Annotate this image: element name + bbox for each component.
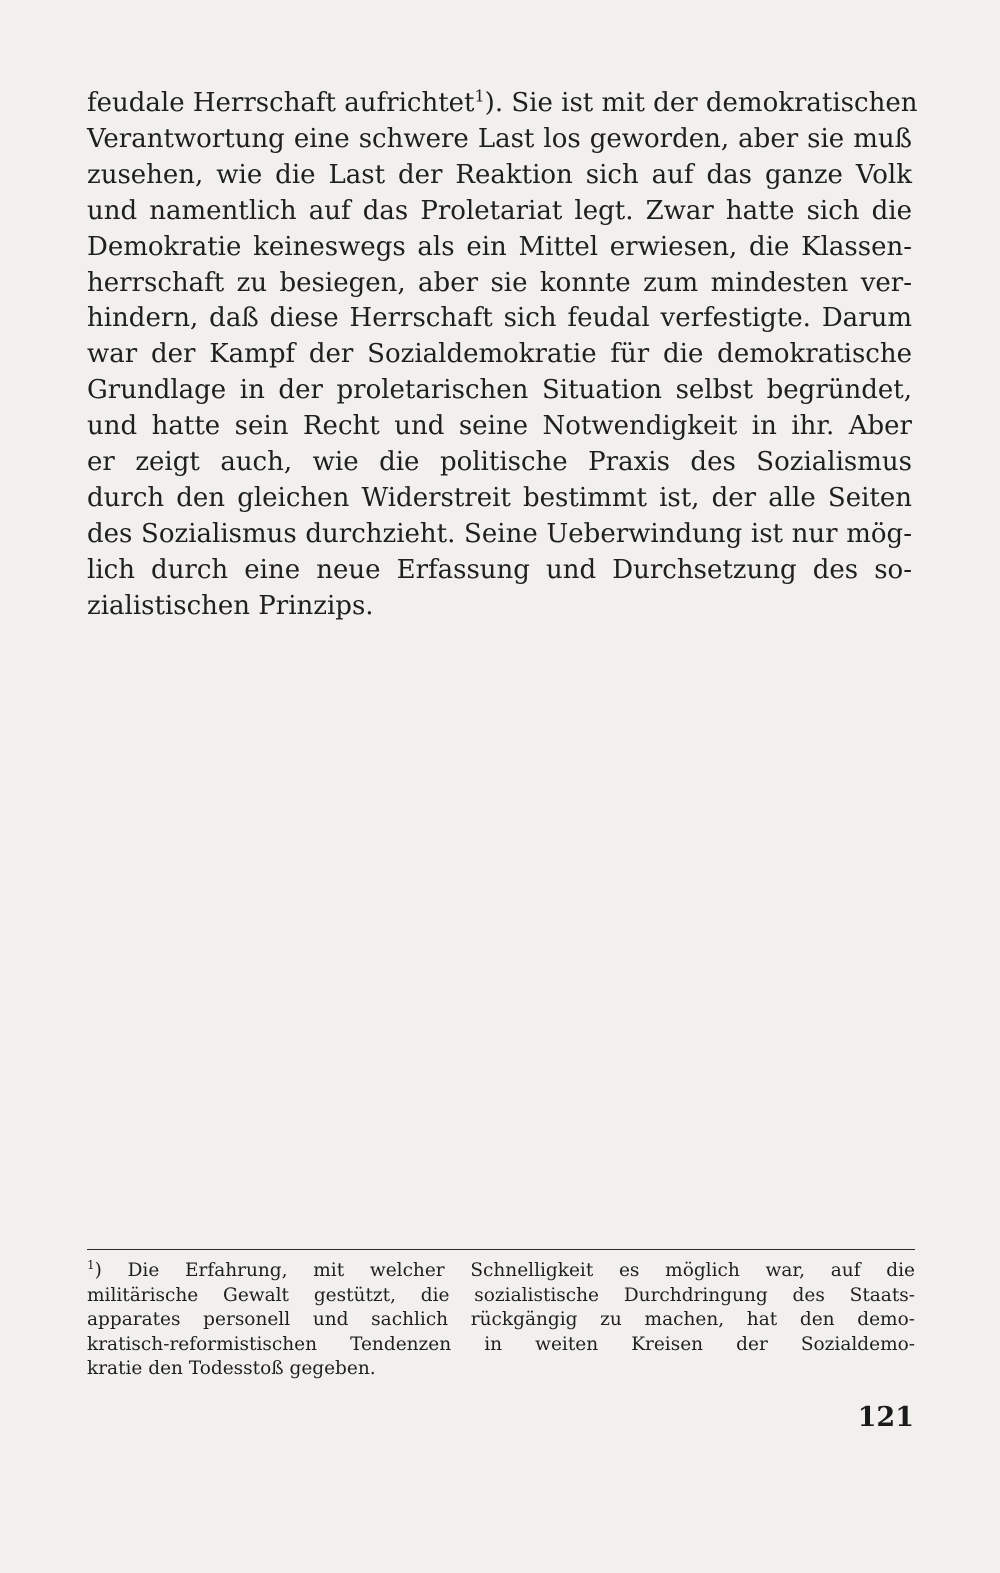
text-line-6: herrschaft zu besiegen, aber sie konnte zum mindesten ver- xyxy=(87,267,912,298)
text-line-10: und hatte sein Recht und seine Notwendigkeit in ihr. Aber xyxy=(87,411,912,442)
main-text xyxy=(87,86,918,625)
text-line-3: zusehen, wie die Last der Reaktion sich auf das ganze Volk xyxy=(87,159,912,190)
text-line-7: hindern, daß diese Herrschaft sich feudal verfestigte. Darum xyxy=(87,303,912,334)
footnote-line-3: apparates personell und sachlich rückgängig zu machen, hat den demo- xyxy=(87,1309,915,1330)
footnote-line-5: kratie den Todesstoß gegeben. xyxy=(87,1358,376,1379)
text-line-5: Demokratie keineswegs als ein Mittel erwiesen, die Klassen- xyxy=(87,231,912,262)
text-line-9: Grundlage in der proletarischen Situation selbst begründet, xyxy=(87,375,912,406)
footnote xyxy=(87,1259,915,1382)
text-line-11: er zeigt auch, wie die politische Praxis des Sozialismus xyxy=(87,447,912,478)
text-line-8: war der Kampf der Sozialdemokratie für die demokratische xyxy=(87,339,912,370)
footnote-marker: 1 xyxy=(87,1257,95,1272)
footnote-line-2: militärische Gewalt gestützt, die sozialistische Durchdringung des Staats- xyxy=(87,1284,915,1306)
text-line-2: Verantwortung eine schwere Last los geworden, aber sie muß xyxy=(87,123,912,154)
footnote-line-4: kratisch-reformistischen Tendenzen in weiten Kreisen der Sozialdemo- xyxy=(87,1333,915,1355)
text-line-14: lich durch eine neue Erfassung und Durchsetzung des so- xyxy=(87,554,912,585)
text-line-13: des Sozialismus durchzieht. Seine Ueberwindung ist nur mög- xyxy=(87,518,912,549)
footnote-line-1: $^1$) Die Erfahrung, mit welcher Schnelligkeit es möglich war, auf die xyxy=(87,1257,915,1281)
text-line-15: zialistischen Prinzips. xyxy=(87,590,374,621)
footnote-divider xyxy=(87,1249,915,1250)
text-line-4: und namentlich auf das Proletariat legt. Zwar hatte sich die xyxy=(87,195,912,226)
text-line-12: durch den gleichen Widerstreit bestimmt ist, der alle Seiten xyxy=(87,482,912,513)
page-number: 121 xyxy=(857,1402,914,1433)
text-line-1: feudale Herrschaft aufrichtet$^1$). Sie ist mit der demokratischen xyxy=(87,86,918,118)
footnote-reference: 1 xyxy=(474,86,485,106)
